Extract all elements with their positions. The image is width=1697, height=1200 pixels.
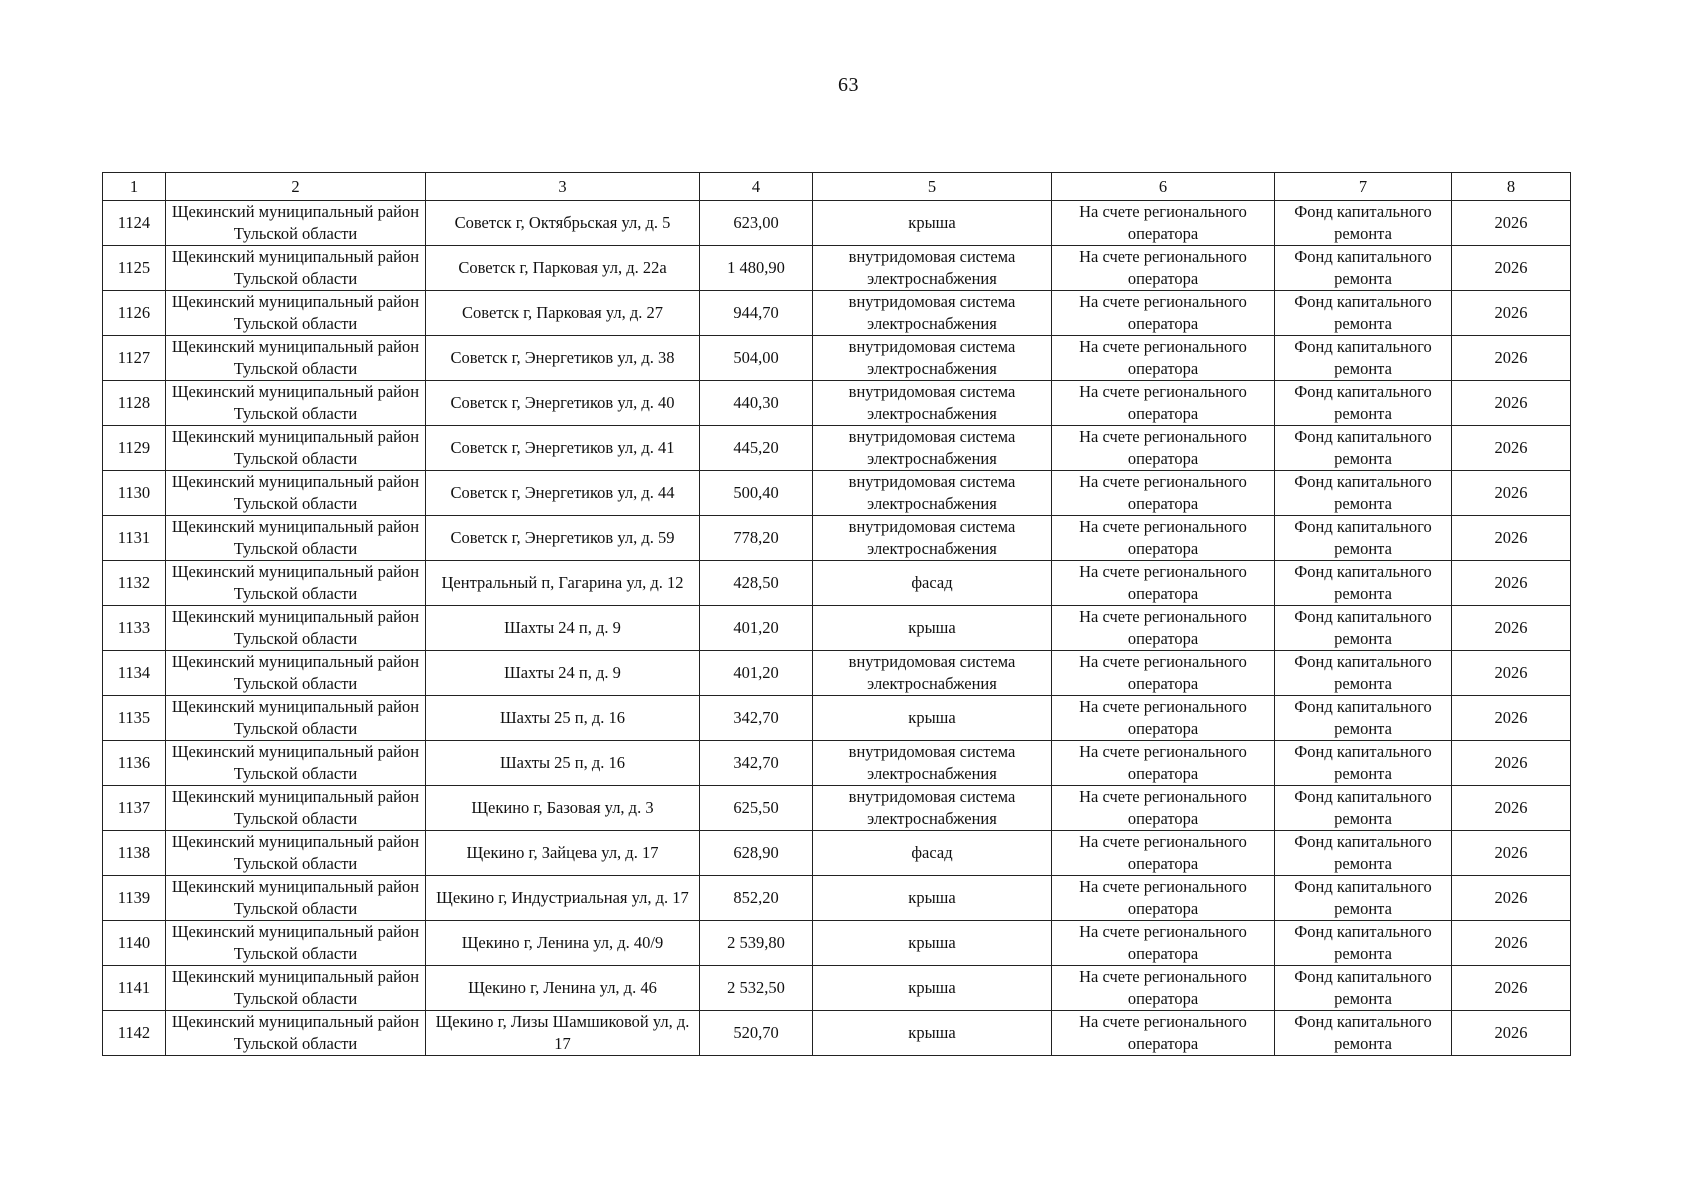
work-type-cell: внутридомовая система электроснабжения xyxy=(813,651,1052,696)
funding-source-cell: Фонд капитального ремонта xyxy=(1275,1011,1452,1056)
table-row xyxy=(103,1011,1571,1056)
area-cell: 2 532,50 xyxy=(700,966,813,1011)
column-header-2: 2 xyxy=(166,173,426,201)
account-cell: На счете регионального оператора xyxy=(1052,516,1275,561)
account-cell: На счете регионального оператора xyxy=(1052,966,1275,1011)
column-header-3: 3 xyxy=(426,173,700,201)
area-cell: 2 539,80 xyxy=(700,921,813,966)
district-cell: Щекинский муниципальный район Тульской области xyxy=(166,201,426,246)
row-number-cell: 1130 xyxy=(103,471,166,516)
address-cell: Советск г, Октябрьская ул, д. 5 xyxy=(426,201,700,246)
address-cell: Щекино г, Ленина ул, д. 40/9 xyxy=(426,921,700,966)
table-row xyxy=(103,651,1571,696)
area-cell: 500,40 xyxy=(700,471,813,516)
account-cell: На счете регионального оператора xyxy=(1052,246,1275,291)
funding-source-cell: Фонд капитального ремонта xyxy=(1275,606,1452,651)
row-number-cell: 1126 xyxy=(103,291,166,336)
funding-source-cell: Фонд капитального ремонта xyxy=(1275,786,1452,831)
table-header xyxy=(103,173,1571,201)
address-cell: Щекино г, Индустриальная ул, д. 17 xyxy=(426,876,700,921)
area-cell: 625,50 xyxy=(700,786,813,831)
funding-source-cell: Фонд капитального ремонта xyxy=(1275,471,1452,516)
account-cell: На счете регионального оператора xyxy=(1052,426,1275,471)
table-row xyxy=(103,201,1571,246)
funding-source-cell: Фонд капитального ремонта xyxy=(1275,426,1452,471)
funding-source-cell: Фонд капитального ремонта xyxy=(1275,741,1452,786)
table-row xyxy=(103,336,1571,381)
area-cell: 852,20 xyxy=(700,876,813,921)
account-cell: На счете регионального оператора xyxy=(1052,291,1275,336)
funding-source-cell: Фонд капитального ремонта xyxy=(1275,291,1452,336)
address-cell: Шахты 25 п, д. 16 xyxy=(426,696,700,741)
table-row xyxy=(103,246,1571,291)
row-number-cell: 1141 xyxy=(103,966,166,1011)
row-number-cell: 1124 xyxy=(103,201,166,246)
funding-source-cell: Фонд капитального ремонта xyxy=(1275,651,1452,696)
district-cell: Щекинский муниципальный район Тульской области xyxy=(166,291,426,336)
column-header-6: 6 xyxy=(1052,173,1275,201)
area-cell: 628,90 xyxy=(700,831,813,876)
address-cell: Щекино г, Ленина ул, д. 46 xyxy=(426,966,700,1011)
district-cell: Щекинский муниципальный район Тульской области xyxy=(166,966,426,1011)
area-cell: 520,70 xyxy=(700,1011,813,1056)
row-number-cell: 1129 xyxy=(103,426,166,471)
row-number-cell: 1135 xyxy=(103,696,166,741)
work-type-cell: крыша xyxy=(813,606,1052,651)
column-header-7: 7 xyxy=(1275,173,1452,201)
account-cell: На счете регионального оператора xyxy=(1052,1011,1275,1056)
funding-source-cell: Фонд капитального ремонта xyxy=(1275,516,1452,561)
year-cell: 2026 xyxy=(1452,921,1571,966)
area-cell: 440,30 xyxy=(700,381,813,426)
district-cell: Щекинский муниципальный район Тульской области xyxy=(166,786,426,831)
work-type-cell: внутридомовая система электроснабжения xyxy=(813,246,1052,291)
row-number-cell: 1131 xyxy=(103,516,166,561)
funding-source-cell: Фонд капитального ремонта xyxy=(1275,876,1452,921)
row-number-cell: 1133 xyxy=(103,606,166,651)
address-cell: Советск г, Парковая ул, д. 22а xyxy=(426,246,700,291)
district-cell: Щекинский муниципальный район Тульской области xyxy=(166,561,426,606)
row-number-cell: 1127 xyxy=(103,336,166,381)
year-cell: 2026 xyxy=(1452,516,1571,561)
address-cell: Советск г, Энергетиков ул, д. 40 xyxy=(426,381,700,426)
table-container xyxy=(102,172,1570,1056)
row-number-cell: 1125 xyxy=(103,246,166,291)
area-cell: 778,20 xyxy=(700,516,813,561)
year-cell: 2026 xyxy=(1452,201,1571,246)
account-cell: На счете регионального оператора xyxy=(1052,696,1275,741)
area-cell: 944,70 xyxy=(700,291,813,336)
year-cell: 2026 xyxy=(1452,876,1571,921)
district-cell: Щекинский муниципальный район Тульской области xyxy=(166,471,426,516)
header-row xyxy=(103,173,1571,201)
work-type-cell: крыша xyxy=(813,1011,1052,1056)
year-cell: 2026 xyxy=(1452,696,1571,741)
address-cell: Советск г, Энергетиков ул, д. 44 xyxy=(426,471,700,516)
district-cell: Щекинский муниципальный район Тульской области xyxy=(166,921,426,966)
district-cell: Щекинский муниципальный район Тульской области xyxy=(166,741,426,786)
year-cell: 2026 xyxy=(1452,786,1571,831)
district-cell: Щекинский муниципальный район Тульской области xyxy=(166,246,426,291)
table-row xyxy=(103,426,1571,471)
account-cell: На счете регионального оператора xyxy=(1052,741,1275,786)
work-type-cell: крыша xyxy=(813,696,1052,741)
registry-table xyxy=(102,172,1571,1056)
column-header-1: 1 xyxy=(103,173,166,201)
district-cell: Щекинский муниципальный район Тульской области xyxy=(166,426,426,471)
work-type-cell: внутридомовая система электроснабжения xyxy=(813,471,1052,516)
row-number-cell: 1134 xyxy=(103,651,166,696)
column-header-5: 5 xyxy=(813,173,1052,201)
year-cell: 2026 xyxy=(1452,831,1571,876)
account-cell: На счете регионального оператора xyxy=(1052,876,1275,921)
work-type-cell: внутридомовая система электроснабжения xyxy=(813,381,1052,426)
work-type-cell: внутридомовая система электроснабжения xyxy=(813,426,1052,471)
funding-source-cell: Фонд капитального ремонта xyxy=(1275,381,1452,426)
row-number-cell: 1128 xyxy=(103,381,166,426)
work-type-cell: фасад xyxy=(813,561,1052,606)
district-cell: Щекинский муниципальный район Тульской области xyxy=(166,651,426,696)
account-cell: На счете регионального оператора xyxy=(1052,201,1275,246)
funding-source-cell: Фонд капитального ремонта xyxy=(1275,246,1452,291)
year-cell: 2026 xyxy=(1452,966,1571,1011)
funding-source-cell: Фонд капитального ремонта xyxy=(1275,966,1452,1011)
table-body xyxy=(103,201,1571,1056)
work-type-cell: крыша xyxy=(813,921,1052,966)
account-cell: На счете регионального оператора xyxy=(1052,606,1275,651)
year-cell: 2026 xyxy=(1452,426,1571,471)
address-cell: Советск г, Энергетиков ул, д. 38 xyxy=(426,336,700,381)
work-type-cell: крыша xyxy=(813,201,1052,246)
funding-source-cell: Фонд капитального ремонта xyxy=(1275,336,1452,381)
account-cell: На счете регионального оператора xyxy=(1052,561,1275,606)
table-row xyxy=(103,291,1571,336)
address-cell: Шахты 24 п, д. 9 xyxy=(426,651,700,696)
work-type-cell: внутридомовая система электроснабжения xyxy=(813,516,1052,561)
address-cell: Шахты 24 п, д. 9 xyxy=(426,606,700,651)
year-cell: 2026 xyxy=(1452,561,1571,606)
year-cell: 2026 xyxy=(1452,336,1571,381)
year-cell: 2026 xyxy=(1452,741,1571,786)
work-type-cell: фасад xyxy=(813,831,1052,876)
account-cell: На счете регионального оператора xyxy=(1052,831,1275,876)
area-cell: 1 480,90 xyxy=(700,246,813,291)
account-cell: На счете регионального оператора xyxy=(1052,651,1275,696)
district-cell: Щекинский муниципальный район Тульской области xyxy=(166,696,426,741)
area-cell: 401,20 xyxy=(700,606,813,651)
work-type-cell: крыша xyxy=(813,876,1052,921)
table-row xyxy=(103,831,1571,876)
district-cell: Щекинский муниципальный район Тульской области xyxy=(166,831,426,876)
row-number-cell: 1132 xyxy=(103,561,166,606)
funding-source-cell: Фонд капитального ремонта xyxy=(1275,831,1452,876)
address-cell: Советск г, Энергетиков ул, д. 41 xyxy=(426,426,700,471)
district-cell: Щекинский муниципальный район Тульской области xyxy=(166,516,426,561)
account-cell: На счете регионального оператора xyxy=(1052,921,1275,966)
table-row xyxy=(103,516,1571,561)
table-row xyxy=(103,741,1571,786)
year-cell: 2026 xyxy=(1452,606,1571,651)
account-cell: На счете регионального оператора xyxy=(1052,786,1275,831)
funding-source-cell: Фонд капитального ремонта xyxy=(1275,561,1452,606)
area-cell: 342,70 xyxy=(700,741,813,786)
funding-source-cell: Фонд капитального ремонта xyxy=(1275,696,1452,741)
address-cell: Щекино г, Зайцева ул, д. 17 xyxy=(426,831,700,876)
table-row xyxy=(103,561,1571,606)
district-cell: Щекинский муниципальный район Тульской области xyxy=(166,876,426,921)
area-cell: 623,00 xyxy=(700,201,813,246)
address-cell: Советск г, Парковая ул, д. 27 xyxy=(426,291,700,336)
area-cell: 504,00 xyxy=(700,336,813,381)
table-row xyxy=(103,921,1571,966)
work-type-cell: крыша xyxy=(813,966,1052,1011)
year-cell: 2026 xyxy=(1452,381,1571,426)
address-cell: Советск г, Энергетиков ул, д. 59 xyxy=(426,516,700,561)
account-cell: На счете регионального оператора xyxy=(1052,381,1275,426)
district-cell: Щекинский муниципальный район Тульской области xyxy=(166,1011,426,1056)
work-type-cell: внутридомовая система электроснабжения xyxy=(813,741,1052,786)
year-cell: 2026 xyxy=(1452,1011,1571,1056)
funding-source-cell: Фонд капитального ремонта xyxy=(1275,921,1452,966)
district-cell: Щекинский муниципальный район Тульской области xyxy=(166,606,426,651)
column-header-4: 4 xyxy=(700,173,813,201)
table-row xyxy=(103,471,1571,516)
row-number-cell: 1139 xyxy=(103,876,166,921)
address-cell: Щекино г, Базовая ул, д. 3 xyxy=(426,786,700,831)
table-row xyxy=(103,786,1571,831)
row-number-cell: 1142 xyxy=(103,1011,166,1056)
account-cell: На счете регионального оператора xyxy=(1052,471,1275,516)
table-row xyxy=(103,876,1571,921)
year-cell: 2026 xyxy=(1452,246,1571,291)
row-number-cell: 1140 xyxy=(103,921,166,966)
table-row xyxy=(103,606,1571,651)
area-cell: 428,50 xyxy=(700,561,813,606)
row-number-cell: 1137 xyxy=(103,786,166,831)
column-header-8: 8 xyxy=(1452,173,1571,201)
district-cell: Щекинский муниципальный район Тульской области xyxy=(166,336,426,381)
address-cell: Центральный п, Гагарина ул, д. 12 xyxy=(426,561,700,606)
area-cell: 401,20 xyxy=(700,651,813,696)
district-cell: Щекинский муниципальный район Тульской области xyxy=(166,381,426,426)
area-cell: 342,70 xyxy=(700,696,813,741)
funding-source-cell: Фонд капитального ремонта xyxy=(1275,201,1452,246)
work-type-cell: внутридомовая система электроснабжения xyxy=(813,291,1052,336)
work-type-cell: внутридомовая система электроснабжения xyxy=(813,786,1052,831)
table-row xyxy=(103,966,1571,1011)
area-cell: 445,20 xyxy=(700,426,813,471)
account-cell: На счете регионального оператора xyxy=(1052,336,1275,381)
table-row xyxy=(103,381,1571,426)
row-number-cell: 1136 xyxy=(103,741,166,786)
table-row xyxy=(103,696,1571,741)
row-number-cell: 1138 xyxy=(103,831,166,876)
page-number: 63 xyxy=(838,74,859,96)
year-cell: 2026 xyxy=(1452,291,1571,336)
address-cell: Шахты 25 п, д. 16 xyxy=(426,741,700,786)
year-cell: 2026 xyxy=(1452,651,1571,696)
year-cell: 2026 xyxy=(1452,471,1571,516)
address-cell: Щекино г, Лизы Шамшиковой ул, д. 17 xyxy=(426,1011,700,1056)
work-type-cell: внутридомовая система электроснабжения xyxy=(813,336,1052,381)
